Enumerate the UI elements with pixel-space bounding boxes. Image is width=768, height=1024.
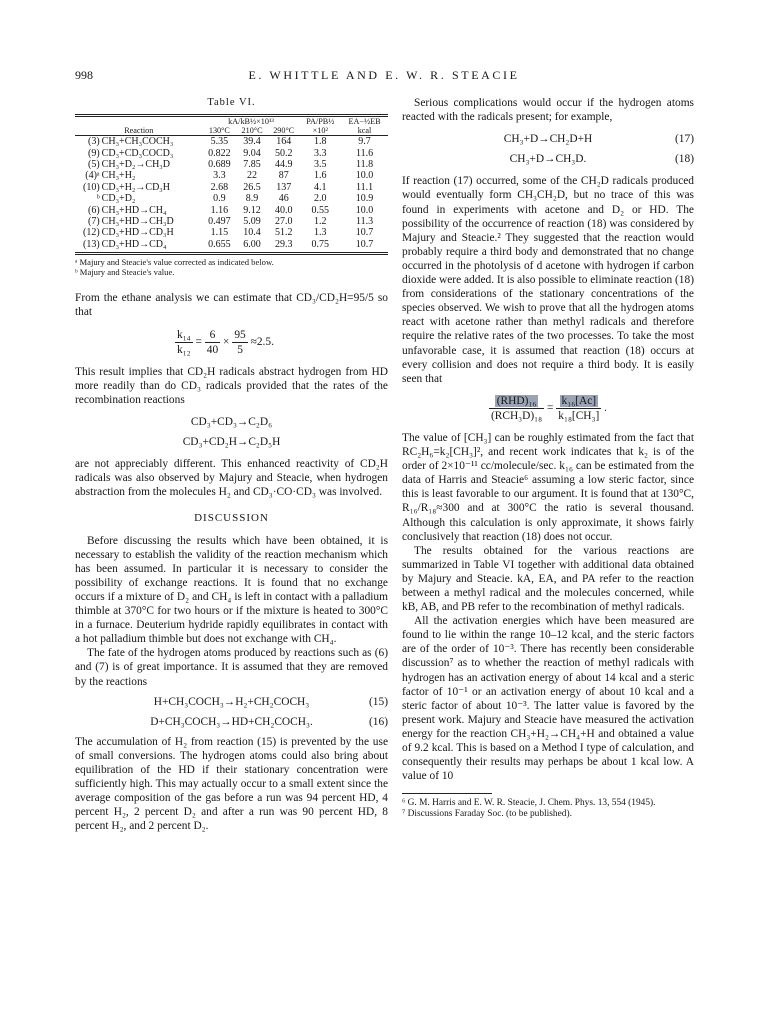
table-row bbox=[75, 216, 388, 227]
equation-fraction: $\frac{6}{40}$ bbox=[206, 328, 219, 356]
equation-number: (15) bbox=[369, 695, 388, 708]
footnote-6: ⁶ G. M. Harris and E. W. R. Steacie, J. Chem. Phys. 13, 554 (1945). bbox=[402, 798, 656, 809]
header-reaction: Reaction bbox=[124, 126, 154, 136]
row-ea: 10.7 bbox=[355, 227, 374, 239]
row-reaction: CH₃+D₂→CH₃D bbox=[101, 158, 170, 170]
row-ea: 10.0 bbox=[355, 170, 374, 182]
row-number: (6) bbox=[88, 204, 100, 216]
header-t1: 130°C bbox=[208, 126, 230, 136]
row-ea: 11.8 bbox=[355, 158, 374, 170]
row-value-210c: 9.12 bbox=[243, 204, 261, 216]
table-row bbox=[75, 136, 388, 147]
equation-15: H+CH₃COCH₃→H₂+CH₂COCH₃ (15) bbox=[153, 695, 388, 708]
paragraph: Serious complications would occur if the hydrogen atoms reacted with the radicals present; for example, bbox=[402, 97, 694, 124]
equation-fraction: $\frac{95}{5}$ bbox=[234, 328, 246, 356]
row-number: (13) bbox=[83, 238, 100, 250]
table-header-row-1 bbox=[75, 117, 388, 126]
header-ea-top: EA−½EB bbox=[348, 117, 381, 127]
paragraph: The results obtained for the various reactions are summarized in Table VI together with additional data obtained by Majury and Steacie. kA, EA, and PA refer to the reaction between a methyl radical and the molecules concerned, while kB, AB, and PB refer to the recombination of methyl radicals. bbox=[402, 544, 694, 614]
row-number: ᵇ bbox=[96, 193, 100, 205]
row-ea: 9.7 bbox=[358, 136, 371, 148]
row-pa: 1.6 bbox=[314, 170, 327, 182]
row-value-210c: 8.9 bbox=[245, 193, 259, 205]
page-number: 998 bbox=[75, 68, 93, 82]
row-reaction: CH₃+H₂ bbox=[101, 170, 136, 182]
row-value-290c: 40.0 bbox=[274, 204, 293, 216]
row-value-210c: 5.09 bbox=[243, 215, 261, 227]
right-column bbox=[402, 96, 694, 820]
row-number: (9) bbox=[88, 147, 100, 159]
table-row bbox=[75, 159, 388, 170]
equation-16: D+CH₃COCH₃→HD+CH₂COCH₃. (16) bbox=[150, 715, 388, 728]
equation-fraction: $\frac{\text{(RHD)₁₆}}{\text{(RCH₃D)₁₈}}$ bbox=[490, 394, 543, 422]
equation-fraction: $\frac{\text{k₁₆[Ac]}}{\text{k₁₈[CH₃]}}$ bbox=[558, 394, 600, 422]
row-ea: 10.0 bbox=[355, 204, 374, 216]
row-pa: 0.75 bbox=[311, 238, 330, 250]
footnote-rule bbox=[402, 793, 492, 794]
row-reaction: CD₃+HD→CD₃H bbox=[101, 227, 174, 239]
table-footnote-b: ᵇ Majury and Steacie's value. bbox=[75, 266, 175, 277]
row-number: (12) bbox=[83, 227, 100, 239]
row-pa: 3.5 bbox=[314, 158, 327, 170]
header-pa-top: PA/PB½ bbox=[306, 117, 335, 127]
row-value-130c: 5.35 bbox=[210, 136, 229, 148]
row-pa: 3.3 bbox=[314, 147, 327, 159]
table-row bbox=[75, 239, 388, 250]
row-number: (7) bbox=[88, 215, 100, 227]
row-reaction: CD₃+HD→CD₄ bbox=[101, 238, 167, 250]
paragraph: The value of [CH₃] can be roughly estimated from the fact that RC₂H₆=k₂[CH₃]², and recent work indicates that k₂ is of the order of 2×10⁻¹¹ cc/molecule/sec. k₁₆ can be estimated from the data of Harris and Steacie⁶ assuming a low steric factor, since this is least favorable to our argument. It is found that at 130°C, R₁₆/R₁₈≈300 and at 300°C the ratio is several thousand. Although this calculation is only approximate, it shows fairly conclusively that reaction (18) does not occur. bbox=[402, 431, 694, 543]
row-value-210c: 26.5 bbox=[243, 181, 261, 193]
table-bottom-rule bbox=[75, 252, 388, 255]
table-header-row-2 bbox=[75, 126, 388, 135]
row-value-290c: 29.3 bbox=[274, 238, 293, 250]
row-pa: 0.55 bbox=[311, 204, 330, 216]
header-group-label: kA/kB½×10¹³ bbox=[228, 117, 274, 127]
table-row bbox=[75, 148, 388, 159]
equation-fraction: $\frac{\text{k₁₄}}{\text{k₁₂}}$ bbox=[177, 328, 191, 356]
row-number: (5) bbox=[88, 158, 100, 170]
row-value-290c: 44.9 bbox=[274, 158, 293, 170]
table-row bbox=[75, 205, 388, 216]
equation-18: CH₃+D→CH₃D. (18) bbox=[509, 153, 694, 166]
row-ea: 11.1 bbox=[355, 181, 374, 193]
paragraph: From the ethane analysis we can estimate that CD₃/CD₂H=95/5 so that bbox=[75, 292, 388, 319]
equation-rate-ratio: $\frac{\text{(RHD)₁₆}}{\text{(RCH₃D)₁₈}}$ = $\frac{\text{k₁₆[Ac]}}{\text{k₁₈[CH₃]}}$ . bbox=[490, 394, 608, 422]
paragraph: All the activation energies which have been measured are found to lie within the range 10–12 kcal, and the steric factors are of the order of 10⁻³. There has recently been considerable discussion⁷ as to whether the reaction of methyl radicals with hydrogen has an activation energy of about 14 kcal and a steric factor of 10⁻¹ or an activation energy of about 10 kcal and a steric factor of about 10⁻³. The latter value is favored by the present work. Majury and Steacie have measured the activation energy for the reaction CH₃+H₂→CH₄+H and obtained a value of 9.2 kcal. This is based on a Method I type of calculation, and consequently their results may perhaps be about 1 kcal low. A value of 10 bbox=[402, 615, 694, 783]
equation-number: (17) bbox=[675, 133, 694, 146]
row-reaction: CD₃+CD₃COCD₃ bbox=[101, 147, 174, 159]
row-value-130c: 0.9 bbox=[213, 193, 226, 205]
paragraph: The accumulation of H₂ from reaction (15) is prevented by the use of small conversions. The hydrogen atoms could also bring about equilibration of the HD if their stationary concentration were sufficiently high. This may actually occur to a small extent since the average composition of the gas before a run was 94 percent HD, 4 percent H₂, 2 percent D₂ and after a run was 90 percent HD, 8 percent H₂, and 2 percent D₂. bbox=[75, 735, 388, 833]
equation-number: (18) bbox=[675, 153, 694, 166]
row-value-210c: 7.85 bbox=[243, 158, 261, 170]
row-number: (4)ᵃ bbox=[85, 170, 100, 182]
row-ea: 10.9 bbox=[355, 193, 374, 205]
table-row bbox=[75, 227, 388, 238]
row-ea: 10.7 bbox=[355, 238, 374, 250]
header-ea-bot: kcal bbox=[357, 126, 372, 136]
header-pa-bot: ×10² bbox=[312, 126, 328, 136]
row-value-290c: 137 bbox=[276, 181, 292, 193]
paragraph: The fate of the hydrogen atoms produced by reactions such as (6) and (7) is of great importance. It is assumed that they are removed by the reactions bbox=[75, 647, 388, 688]
paragraph: Before discussing the results which have been obtained, it is necessary to establish the validity of the reaction mechanism which has been assumed. In particular it is necessary to consider the possibility of exchange reactions. It is found that no exchange occurs if a mixture of D₂ and CH₄ is left in contact with a palladium thimble at 370°C for two hours or if the mixture is heated to 300°C in a furnace. Deuterium hydride rapidly equilibrates in contact with a hot palladium thimble but does not exchange with CH₄. bbox=[75, 534, 388, 646]
section-heading: DISCUSSION bbox=[194, 512, 269, 525]
row-value-210c: 22 bbox=[247, 170, 258, 182]
equation: CD₃+CD₃→C₂D₆ bbox=[190, 416, 273, 428]
row-value-290c: 27.0 bbox=[274, 215, 293, 227]
header-t3: 290°C bbox=[273, 126, 295, 136]
row-pa: 2.0 bbox=[314, 193, 327, 205]
row-value-130c: 2.68 bbox=[210, 181, 229, 193]
row-value-130c: 1.15 bbox=[210, 227, 229, 239]
row-number: (3) bbox=[88, 136, 100, 148]
row-pa: 4.1 bbox=[314, 181, 327, 193]
row-value-290c: 46 bbox=[278, 193, 289, 205]
running-title: E. WHITTLE AND E. W. R. STEACIE bbox=[248, 68, 520, 82]
row-reaction: CH₃+HD→CH₃D bbox=[101, 215, 174, 227]
equation-number: (16) bbox=[369, 715, 388, 728]
row-value-130c: 0.655 bbox=[208, 238, 231, 250]
row-value-210c: 39.4 bbox=[243, 136, 261, 148]
data-table bbox=[75, 117, 388, 250]
paragraph: If reaction (17) occurred, some of the CH₂D radicals produced would eventually form CH₃CH₂D, but no trace of this was found in experiments with acetone and D₂ or HD. The possibility of the occurrence of reaction (18) was considered by Majury and Steacie.² They suggested that the reaction would probably require a third body and demonstrated that no change occurred in the photolysis of d acetone with hydrogen if carbon dioxide were added. It is also possible to eliminate reaction (18) from considerations of the stationary concentrations of the species observed. We wish to prove that all the hydrogen atoms react with acetone rather than methyl radicals and therefore require the relative rates of the two processes. To take the most unfavorable case, it is assumed that reaction (18) occurs at every collision and does not require a third body. It is easily seen that bbox=[402, 175, 694, 385]
row-value-130c: 0.822 bbox=[208, 147, 231, 159]
row-reaction: CH₃+HD→CH₄ bbox=[101, 204, 167, 216]
table-body bbox=[75, 136, 388, 250]
row-reaction: CH₃+CH₃COCH₃ bbox=[101, 136, 174, 148]
row-value-210c: 9.04 bbox=[243, 147, 261, 159]
row-value-210c: 10.4 bbox=[243, 227, 261, 239]
equation-ratio: $\frac{\text{k₁₄}}{\text{k₁₂}}$ = $\frac{6}{40}$ × $\frac{95}{5}$ ≈2.5. bbox=[177, 328, 274, 356]
row-value-290c: 87 bbox=[278, 170, 289, 182]
row-value-130c: 0.497 bbox=[208, 215, 231, 227]
row-value-130c: 3.3 bbox=[213, 170, 226, 182]
row-reaction: CD₃+H₂→CD₃H bbox=[101, 181, 170, 193]
table-footnote-a: ᵃ Majury and Steacie's value corrected as indicated below. bbox=[75, 257, 274, 268]
row-value-290c: 51.2 bbox=[274, 227, 293, 239]
row-ea: 11.6 bbox=[355, 147, 374, 159]
row-pa: 1.3 bbox=[314, 227, 327, 239]
table-row bbox=[75, 170, 388, 181]
equation: CD₃+CD₂H→C₂D₅H bbox=[182, 436, 281, 449]
paragraph: This result implies that CD₂H radicals abstract hydrogen from HD more readily than do CD₃ radicals provided that the rates of the recombination reactions bbox=[75, 365, 388, 406]
table-row bbox=[75, 182, 388, 193]
row-pa: 1.2 bbox=[314, 215, 327, 227]
row-pa: 1.8 bbox=[314, 136, 327, 148]
left-column bbox=[75, 96, 388, 833]
highlighted-term: k₁₆[Ac] bbox=[561, 394, 597, 407]
table-row bbox=[75, 193, 388, 204]
table-title: Table VI. bbox=[207, 97, 256, 108]
footnote-7: ⁷ Discussions Faraday Soc. (to be published). bbox=[402, 808, 572, 819]
row-value-210c: 6.00 bbox=[243, 238, 261, 250]
row-value-290c: 164 bbox=[276, 136, 292, 148]
equation-17: CH₃+D→CH₂D+H (17) bbox=[503, 133, 694, 146]
paragraph: are not appreciably different. This enhanced reactivity of CD₂H radicals was also observed by Majury and Steacie, when hydrogen abstraction from the molecules H₂ and CD₃·CO·CD₃ was involved. bbox=[75, 458, 388, 499]
header-t2: 210°C bbox=[241, 126, 263, 136]
row-value-130c: 1.16 bbox=[210, 204, 229, 216]
highlighted-term: (RHD)₁₆ bbox=[496, 394, 537, 407]
row-reaction: CD₃+D₂ bbox=[101, 193, 136, 205]
row-ea: 11.3 bbox=[355, 215, 374, 227]
row-value-130c: 0.689 bbox=[208, 158, 231, 170]
row-value-290c: 50.2 bbox=[274, 147, 293, 159]
row-number: (10) bbox=[83, 181, 100, 193]
